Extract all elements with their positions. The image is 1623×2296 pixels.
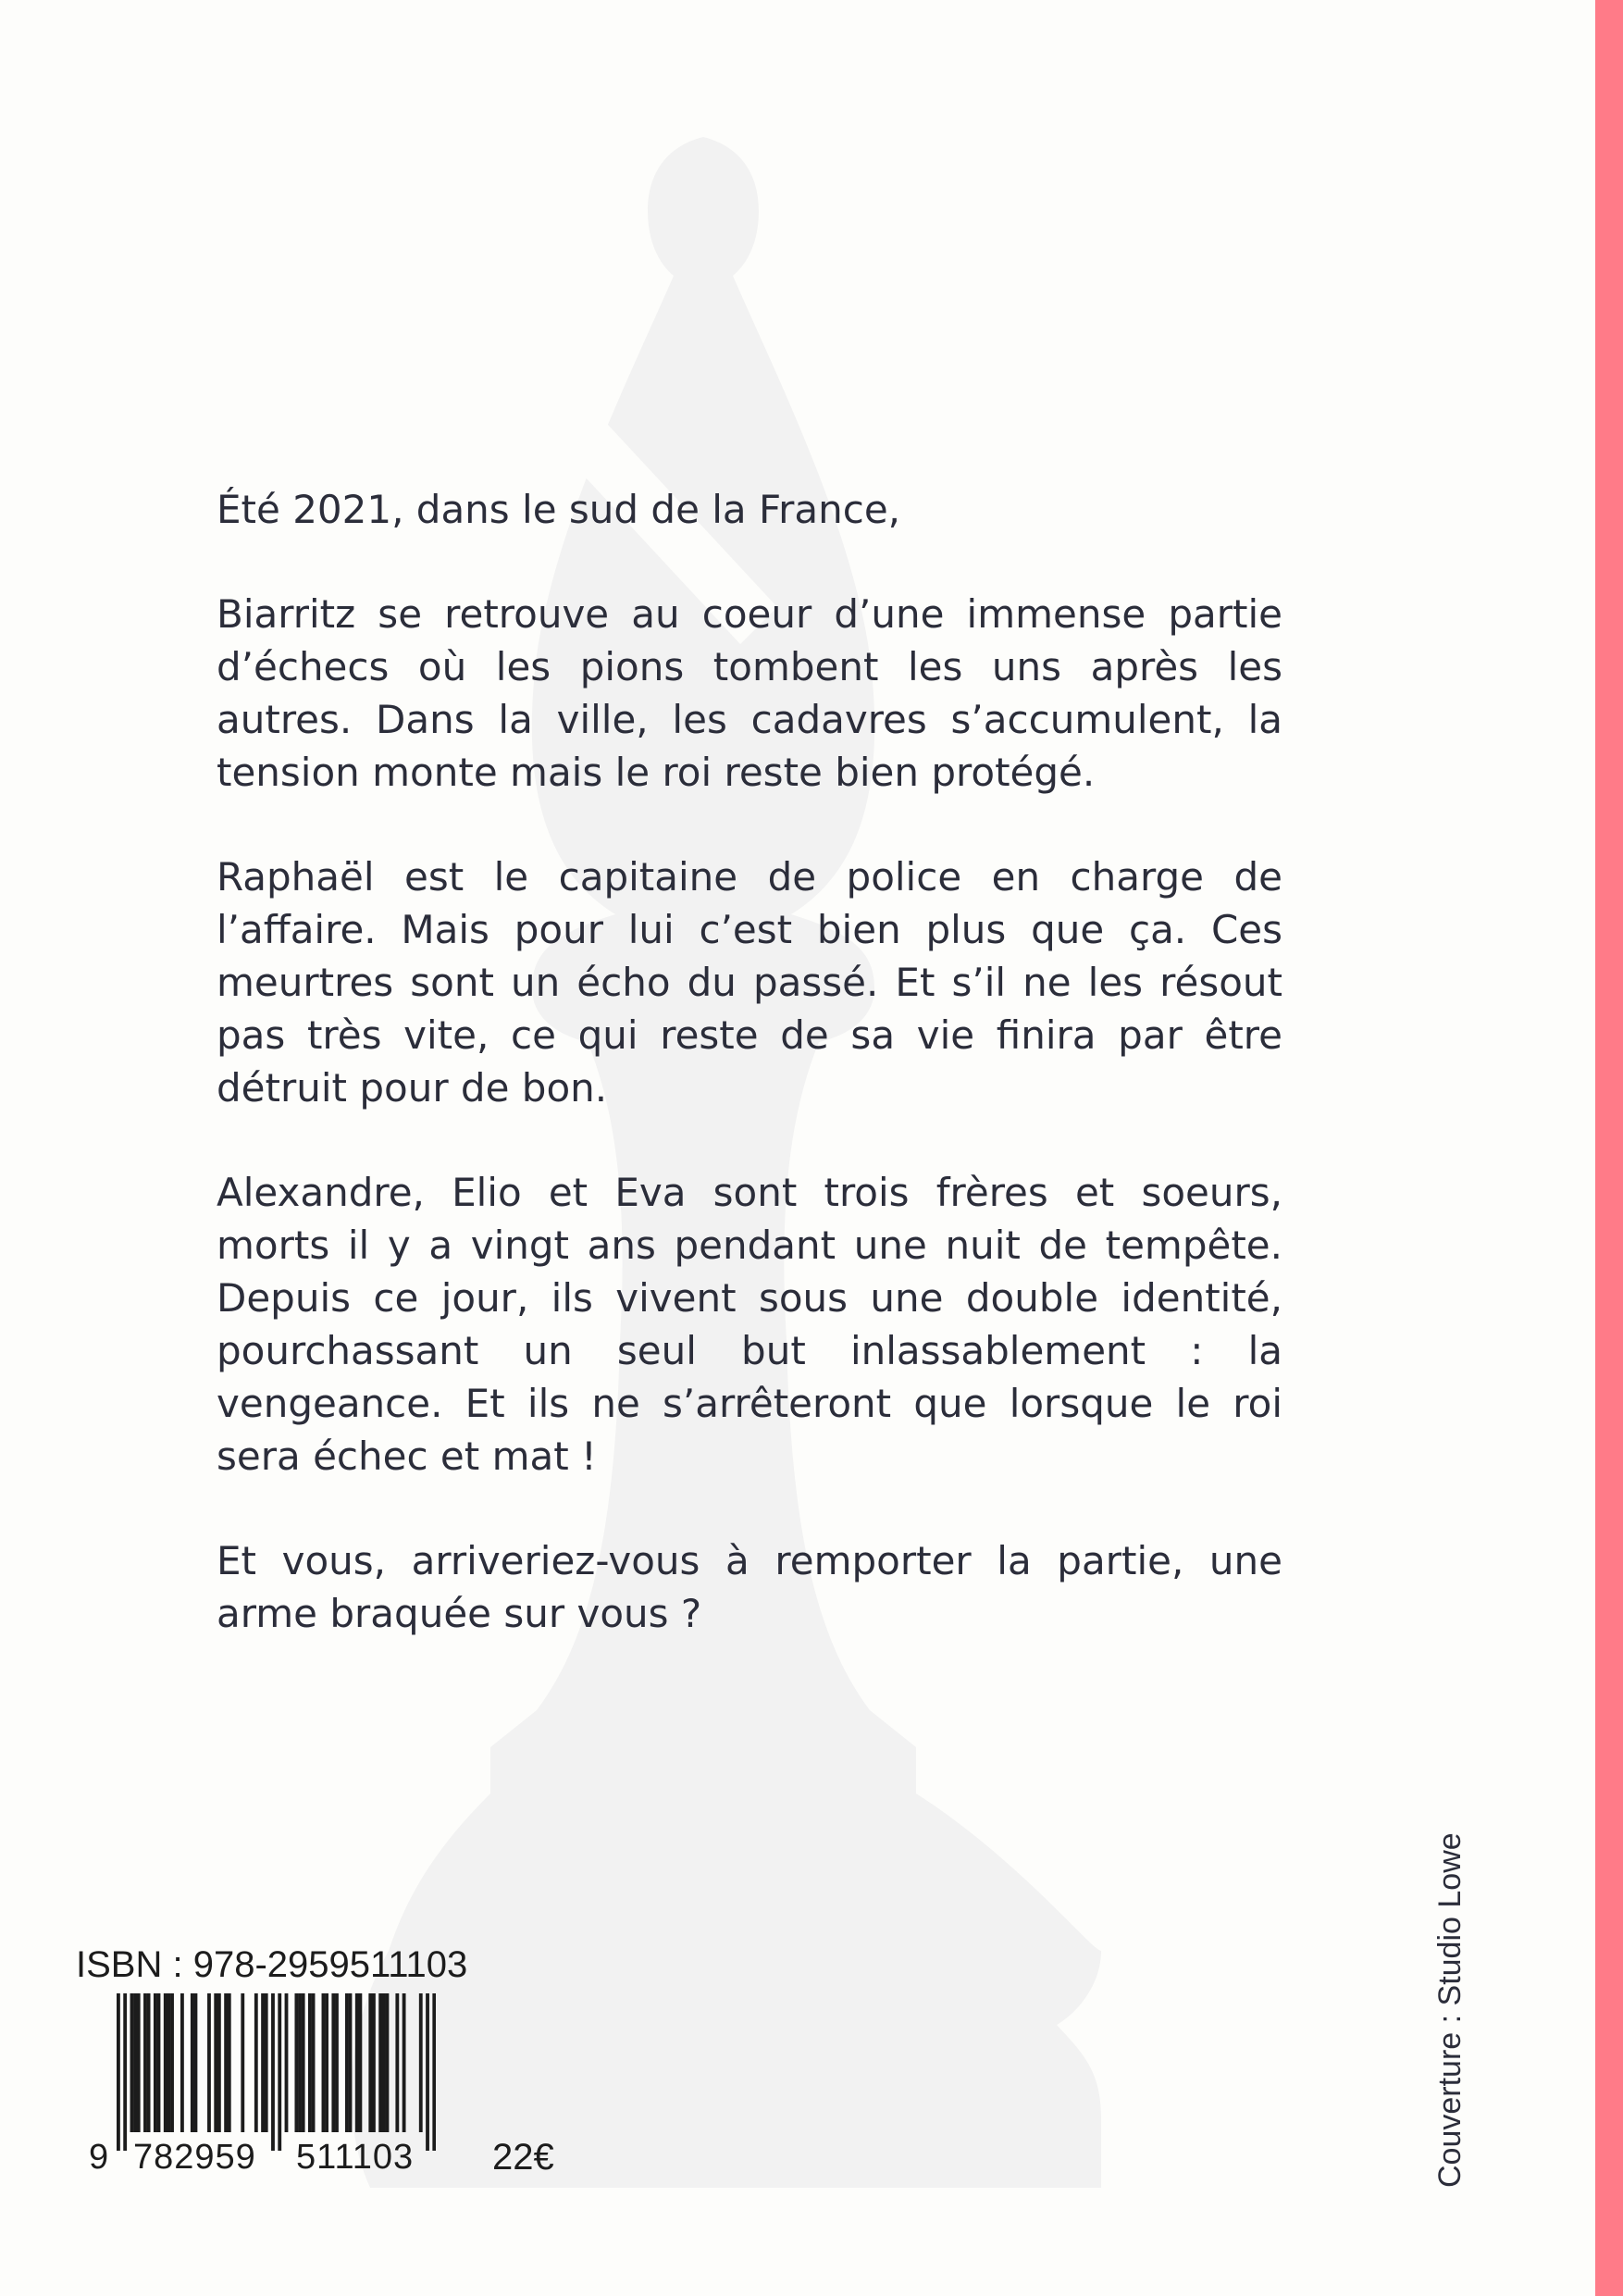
blurb-paragraph: Alexandre, Elio et Eva sont trois frères et soeurs, morts il y a vingt ans pendant une nuit de tempête. Depuis ce jour, ils vivent sous une double identité, pourchassant un seul but inlassablement : la vengeance. Et ils ne s’arrêteront que lorsque le roi sera échec et mat ! bbox=[217, 1170, 1282, 1479]
cover-credit: Couverture : Studio Lowe bbox=[1432, 1832, 1468, 2188]
barcode-bar bbox=[167, 1993, 170, 2132]
barcode-bar bbox=[355, 1993, 359, 2132]
barcode-digit-first: 9 bbox=[89, 2138, 109, 2177]
barcode-bar bbox=[170, 1993, 174, 2132]
blurb-paragraph: Raphaël est le capitaine de police en charge de l’affaire. Mais pour lui c’est bien plus que ça. Ces meurtres sont un écho du passé. Et s’il ne les résout pas très vite, ce qui reste de sa vie finira par être détruit pour de bon. bbox=[217, 854, 1282, 1111]
barcode-bar bbox=[322, 1993, 326, 2132]
barcode-bar bbox=[228, 1993, 231, 2132]
barcode-bar bbox=[194, 1993, 198, 2132]
barcode-bar bbox=[335, 1993, 339, 2132]
barcode-bar bbox=[285, 1993, 289, 2132]
barcode-bar bbox=[331, 1993, 335, 2132]
barcode-bar bbox=[164, 1993, 167, 2132]
barcode-digits-left: 782959 bbox=[133, 2138, 256, 2177]
isbn-label: ISBN : 978-2959511103 bbox=[76, 1944, 468, 1985]
barcode-bar bbox=[419, 1993, 423, 2132]
barcode-bar bbox=[207, 1993, 211, 2132]
barcode-bar bbox=[191, 1993, 194, 2132]
barcode-digits-right: 511103 bbox=[296, 2138, 415, 2177]
barcode-bar bbox=[403, 1993, 406, 2132]
barcode-bar bbox=[358, 1993, 362, 2132]
barcode-bar bbox=[368, 1993, 372, 2132]
barcode-bar bbox=[271, 1993, 275, 2151]
spine-stripe bbox=[1595, 0, 1623, 2296]
barcode-bar bbox=[241, 1993, 244, 2132]
barcode-bar bbox=[143, 1993, 147, 2132]
barcode-bar bbox=[302, 1993, 305, 2132]
barcode-bar bbox=[378, 1993, 382, 2132]
barcode-bar bbox=[345, 1993, 349, 2132]
barcode-bar bbox=[265, 1993, 268, 2132]
barcode-bar bbox=[130, 1993, 134, 2132]
barcode-bar bbox=[349, 1993, 353, 2132]
barcode-bar bbox=[154, 1993, 157, 2132]
barcode-bar bbox=[123, 1993, 127, 2151]
barcode-bar bbox=[308, 1993, 312, 2132]
blurb-paragraph: Biarritz se retrouve au coeur d’une immense partie d’échecs où les pions tombent les uns après les autres. Dans la ville, les cadavres s’accumulent, la tension monte mais le roi reste bien protégé. bbox=[217, 591, 1282, 795]
barcode-bar bbox=[224, 1993, 228, 2132]
barcode bbox=[117, 1993, 436, 2151]
barcode-bar bbox=[217, 1993, 221, 2132]
barcode-bar bbox=[386, 1993, 390, 2132]
barcode-bar bbox=[294, 1993, 298, 2132]
barcode-bar bbox=[312, 1993, 316, 2132]
barcode-bar bbox=[261, 1993, 265, 2132]
barcode-bar bbox=[395, 1993, 399, 2132]
barcode-bar bbox=[214, 1993, 217, 2132]
barcode-bar bbox=[157, 1993, 161, 2132]
barcode-bar bbox=[133, 1993, 137, 2132]
barcode-bar bbox=[180, 1993, 184, 2132]
barcode-bar bbox=[278, 1993, 281, 2151]
blurb-paragraph: Été 2021, dans le sud de la France, bbox=[217, 487, 901, 532]
barcode-bar bbox=[325, 1993, 328, 2132]
barcode-bar bbox=[137, 1993, 141, 2132]
barcode-bar bbox=[117, 1993, 120, 2151]
barcode-bar bbox=[254, 1993, 258, 2132]
barcode-bar bbox=[382, 1993, 386, 2132]
blurb-paragraph: Et vous, arriveriez-vous à remporter la partie, une arme braquée sur vous ? bbox=[217, 1538, 1282, 1636]
barcode-bar bbox=[426, 1993, 429, 2151]
price: 22€ bbox=[492, 2137, 554, 2178]
back-cover-blurb bbox=[217, 483, 1282, 1692]
barcode-bar bbox=[147, 1993, 151, 2132]
barcode-bar bbox=[432, 1993, 436, 2151]
barcode-bar bbox=[298, 1993, 302, 2132]
barcode-bar bbox=[372, 1993, 376, 2132]
